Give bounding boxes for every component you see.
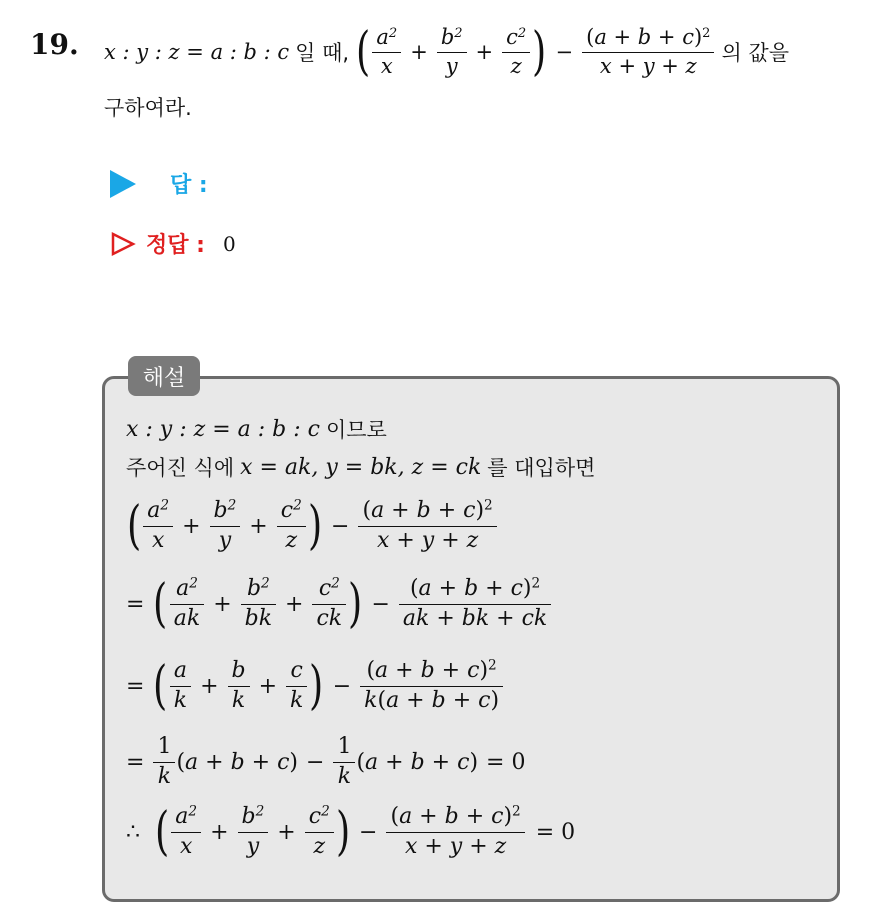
answer-label: 답 : <box>170 173 208 198</box>
solution-tab: 해설 <box>128 356 200 396</box>
question-number: 19. <box>30 28 79 61</box>
paren-open: ( <box>356 22 371 82</box>
solution-step-simplified: = ( $\frac{a}{k}$ + $\frac{b}{k}$ + $\frac{c}{k}$ ) − $\frac{(a + b + c)^2}{k(a + b + c)}$ <box>126 654 504 718</box>
therefore-symbol: ∴ <box>126 819 140 845</box>
solution-step-factored: = $\frac{1}{k}$ (a + b + c) − $\frac{1}{k}$ (a + b + c) = 0 <box>126 734 526 789</box>
solution-line-2-post: 를 대입하면 <box>487 456 596 480</box>
solution-line-1 <box>126 414 393 444</box>
correct-answer-label: 정답 : <box>146 233 205 258</box>
fraction-b2-y: $\frac{b^2}{y}$ <box>439 26 465 77</box>
ratio-expression: x : y : z = a : b : c <box>104 40 290 64</box>
intro-text: 일 때, <box>295 41 350 65</box>
question-line-1: x : y : z = a : b : c 일 때, ( $\frac{a^2}{x}$ + $\frac{b^2}{y}$ + $\frac{c^2}{z}$ ) − $\frac{(a + b + c)^2}{x + y + z}$ 의 값을 <box>104 22 789 82</box>
correct-answer-row <box>110 228 236 259</box>
outline-triangle-icon <box>110 231 136 257</box>
question-line-2: 구하여라. <box>104 96 192 120</box>
solution-ratio: x : y : z = a : b : c <box>126 416 320 442</box>
solution-step-original: ( $\frac{a^2}{x}$ + $\frac{b^2}{y}$ + $\frac{c^2}{z}$ ) − $\frac{(a + b + c)^2}{x + y + z}$ <box>126 494 498 558</box>
fraction-sum-squared: $\frac{(a + b + c)^2}{x + y + z}$ <box>584 26 712 77</box>
value-suffix: 의 값을 <box>721 41 789 65</box>
conclusion-result: = 0 <box>535 819 576 845</box>
substitution-math: x = ak, y = bk, z = ck <box>240 454 482 480</box>
fraction-c2-z: $\frac{c^2}{z}$ <box>504 26 528 77</box>
solution-line-2-pre: 주어진 식에 <box>126 456 235 480</box>
fraction-a2-x: $\frac{a^2}{x}$ <box>374 26 399 77</box>
solution-step-substituted: = ( $\frac{a^2}{ak}$ + $\frac{b^2}{bk}$ + $\frac{c^2}{ck}$ ) − $\frac{(a + b + c)^2}{ak + bk + ck}$ <box>126 572 552 636</box>
solution-line-2 <box>126 452 601 482</box>
answer-row <box>110 168 208 199</box>
step-result: = 0 <box>486 749 526 775</box>
play-triangle-icon <box>110 170 136 198</box>
paren-close: ) <box>532 22 547 82</box>
solution-line-1-text: 이므로 <box>325 418 387 442</box>
correct-answer-value: 0 <box>222 231 236 256</box>
solution-conclusion: ∴ ( $\frac{a^2}{x}$ + $\frac{b^2}{y}$ + $\frac{c^2}{z}$ ) − $\frac{(a + b + c)^2}{x + y + z}$ = 0 <box>126 802 576 862</box>
